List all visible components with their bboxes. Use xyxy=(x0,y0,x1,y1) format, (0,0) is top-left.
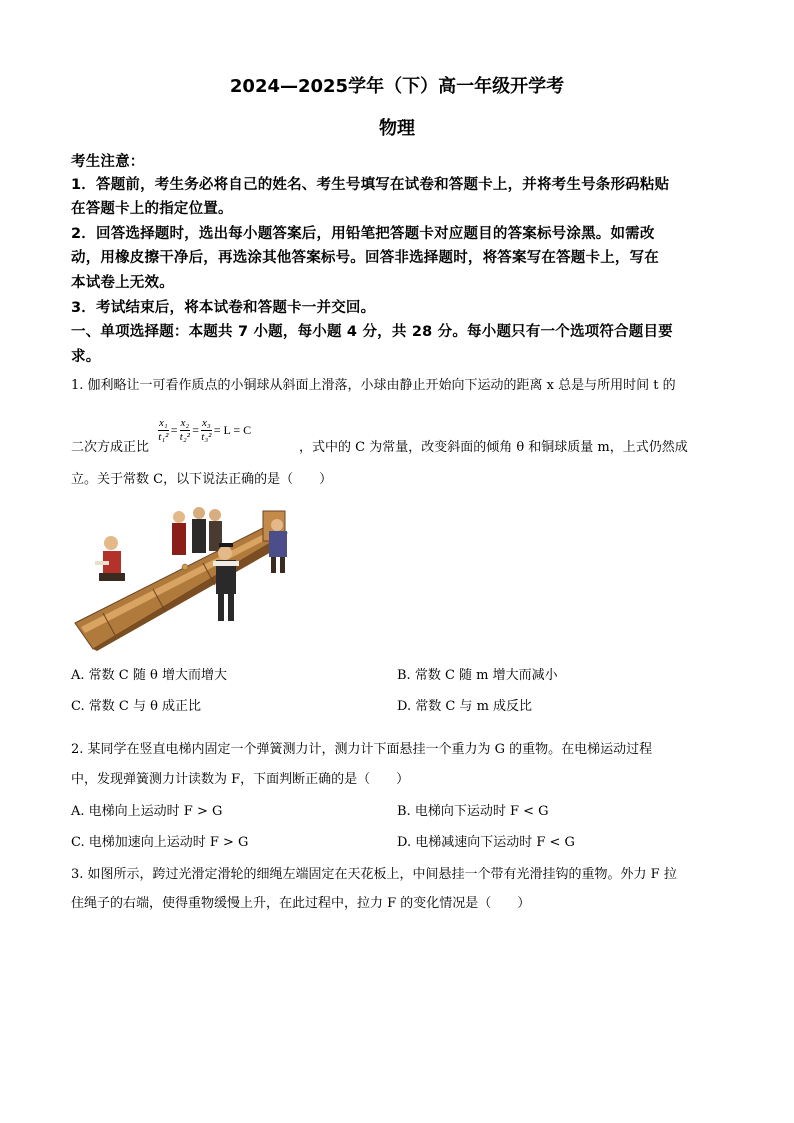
exam-title: 2024—2025学年（下）高一年级开学考 xyxy=(229,76,565,97)
q2-option-a: A. 电梯向上运动时 F > G xyxy=(71,804,223,819)
q1-option-a: A. 常数 C 随 θ 增大而增大 xyxy=(71,668,227,683)
fraction-2-denominator: t₂² xyxy=(179,430,190,443)
fraction-1 xyxy=(158,417,169,444)
q1-ratio-formula: $\frac{\text{x₁}}{\text{t₁²}}$ = $\frac{\text{x₂}}{\text{t₂²}}$ = $\frac{\text{x₃}}{\text{t₃²}}$ = L = C xyxy=(158,416,252,443)
q1-option-c: C. 常数 C 与 θ 成正比 xyxy=(71,699,202,714)
fraction-2 xyxy=(180,417,191,444)
q2-option-b: B. 电梯向下运动时 F < G xyxy=(397,804,549,819)
q1-option-b: B. 常数 C 随 m 增大而减小 xyxy=(397,668,558,683)
fraction-3-denominator: t₃² xyxy=(201,430,212,443)
section-heading-line-1: 一、单项选择题：本题共 7 小题，每小题 4 分，共 28 分。每小题只有一个选项符合题目要 xyxy=(71,324,673,340)
q2-option-c: C. 电梯加速向上运动时 F > G xyxy=(71,835,249,850)
fraction-1-numerator: x₁ xyxy=(159,416,168,429)
q3-line-1: 3. 如图所示，跨过光滑定滑轮的细绳左端固定在天花板上，中间悬挂一个带有光滑挂钩的重物。外力 F 拉 xyxy=(71,867,677,882)
formula-tail: = L = C xyxy=(213,422,252,437)
section-heading-line-2: 求。 xyxy=(71,349,101,365)
q2-line-2: 中，发现弹簧测力计读数为 F，下面判断正确的是（ ） xyxy=(71,772,410,787)
notice-item-2-line-1: 2．回答选择题时，选出每小题答案后，用铅笔把答题卡对应题目的答案标号涂黑。如需改 xyxy=(71,226,655,242)
notice-item-1-line-1: 1．答题前，考生务必将自己的姓名、考生号填写在试卷和答题卡上，并将考生号条形码粘贴 xyxy=(71,177,670,193)
q1-line-2-prefix: 二次方成正比 xyxy=(71,440,150,455)
notice-item-1-line-2: 在答题卡上的指定位置。 xyxy=(71,201,233,217)
subject-title: 物理 xyxy=(379,118,415,139)
notice-item-2-line-2: 动，用橡皮擦干净后，再选涂其他答案标号。回答非选择题时，将答案写在答题卡上，写在 xyxy=(71,250,659,266)
galileo-incline-illustration xyxy=(73,503,305,651)
notice-item-3: 3．考试结束后，将本试卷和答题卡一并交回。 xyxy=(71,300,376,316)
fraction-1-denominator: t₁² xyxy=(158,430,169,443)
q2-option-d: D. 电梯减速向下运动时 F < G xyxy=(397,835,575,850)
notice-heading: 考生注意： xyxy=(71,154,145,170)
q1-option-d: D. 常数 C 与 m 成反比 xyxy=(397,699,533,714)
galileo-incline-drawing xyxy=(73,503,305,651)
q2-line-1: 2. 某同学在竖直电梯内固定一个弹簧测力计，测力计下面悬挂一个重力为 G 的重物。在电梯运动过程 xyxy=(71,742,653,757)
q1-line-1: 1. 伽利略让一可看作质点的小铜球从斜面上滑落，小球由静止开始向下运动的距离 x 总是与所用时间 t 的 xyxy=(71,378,676,393)
fraction-2-numerator: x₂ xyxy=(180,416,190,429)
q1-line-2-suffix: ，式中的 C 为常量，改变斜面的倾角 θ 和铜球质量 m，上式仍然成 xyxy=(299,440,688,455)
q1-line-3: 立。关于常数 C，以下说法正确的是（ ） xyxy=(71,472,333,487)
fraction-3 xyxy=(201,417,212,444)
q3-line-2: 住绳子的右端，使得重物缓慢上升，在此过程中，拉力 F 的变化情况是（ ） xyxy=(71,896,531,911)
notice-item-2-line-3: 本试卷上无效。 xyxy=(71,275,174,291)
fraction-3-numerator: x₃ xyxy=(202,416,211,429)
